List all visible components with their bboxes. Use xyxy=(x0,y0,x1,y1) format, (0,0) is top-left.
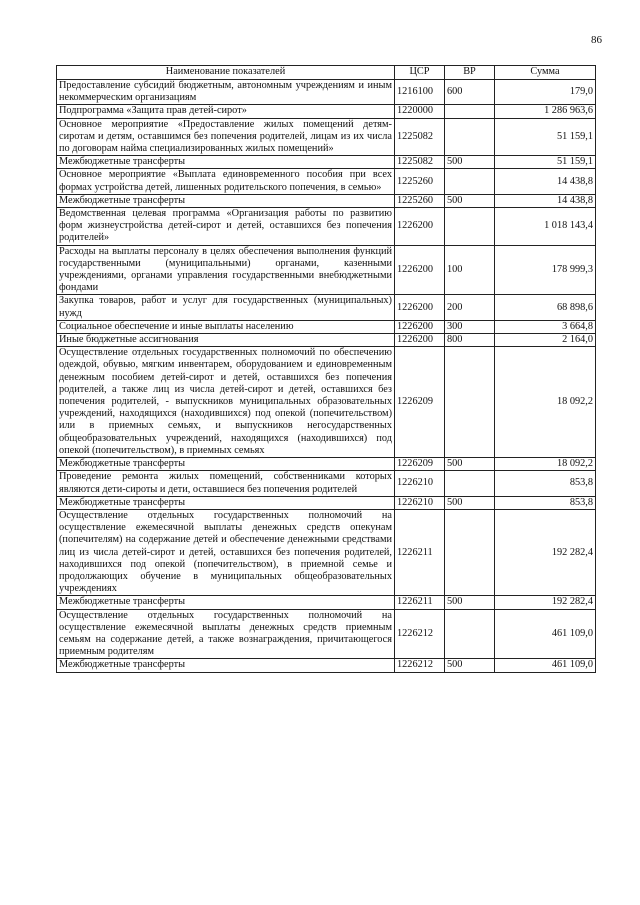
row-sum-cell: 3 664,8 xyxy=(495,320,596,333)
row-sum-cell: 14 438,8 xyxy=(495,194,596,207)
row-csr-cell: 1226212 xyxy=(395,659,445,672)
row-name-cell: Иные бюджетные ассигнования xyxy=(57,334,395,347)
table-row xyxy=(57,334,596,347)
row-name-cell: Предоставление субсидий бюджетным, автономным учреждениям и иным некоммерческим организациям xyxy=(57,80,395,105)
row-vr-cell xyxy=(445,609,495,659)
table-row xyxy=(57,169,596,194)
table-row xyxy=(57,458,596,471)
row-vr-cell xyxy=(445,208,495,246)
row-sum-cell: 18 092,2 xyxy=(495,458,596,471)
row-vr-cell: 800 xyxy=(445,334,495,347)
row-sum-cell: 178 999,3 xyxy=(495,245,596,295)
row-sum-cell: 853,8 xyxy=(495,471,596,496)
row-csr-cell: 1226200 xyxy=(395,295,445,320)
row-name-cell: Осуществление отдельных государственных полномочий на осуществление ежемесячной выплаты денежных средств приемным семьям на содержание детей, а также вознаграждения, причитающегося приемным родителям xyxy=(57,609,395,659)
header-vr: ВР xyxy=(445,66,495,80)
row-csr-cell: 1220000 xyxy=(395,105,445,118)
table-row xyxy=(57,596,596,609)
row-name-cell: Межбюджетные трансферты xyxy=(57,596,395,609)
row-sum-cell: 192 282,4 xyxy=(495,509,596,595)
row-csr-cell: 1226209 xyxy=(395,458,445,471)
header-sum: Сумма xyxy=(495,66,596,80)
row-csr-cell: 1225082 xyxy=(395,156,445,169)
row-csr-cell: 1225260 xyxy=(395,194,445,207)
row-name-cell: Межбюджетные трансферты xyxy=(57,659,395,672)
row-vr-cell: 100 xyxy=(445,245,495,295)
row-sum-cell: 179,0 xyxy=(495,80,596,105)
row-vr-cell: 300 xyxy=(445,320,495,333)
table-row xyxy=(57,295,596,320)
row-sum-cell: 68 898,6 xyxy=(495,295,596,320)
row-name-cell: Межбюджетные трансферты xyxy=(57,156,395,169)
table-row xyxy=(57,208,596,246)
row-name-cell: Основное мероприятие «Предоставление жилых помещений детям-сиротам и детям, оставшимся без попечения родителей, лицам из их числа по договорам найма специализированных жилых помещений» xyxy=(57,118,395,156)
row-sum-cell: 51 159,1 xyxy=(495,156,596,169)
row-vr-cell: 200 xyxy=(445,295,495,320)
header-name: Наименование показателей xyxy=(57,66,395,80)
table-row xyxy=(57,509,596,595)
row-sum-cell: 2 164,0 xyxy=(495,334,596,347)
row-sum-cell: 51 159,1 xyxy=(495,118,596,156)
table-row xyxy=(57,118,596,156)
row-sum-cell: 14 438,8 xyxy=(495,169,596,194)
row-csr-cell: 1226209 xyxy=(395,347,445,458)
row-sum-cell: 1 018 143,4 xyxy=(495,208,596,246)
table-row xyxy=(57,320,596,333)
row-sum-cell: 461 109,0 xyxy=(495,609,596,659)
table-row xyxy=(57,80,596,105)
row-csr-cell: 1226200 xyxy=(395,320,445,333)
row-sum-cell: 192 282,4 xyxy=(495,596,596,609)
row-csr-cell: 1226200 xyxy=(395,334,445,347)
budget-table xyxy=(56,65,596,673)
row-vr-cell xyxy=(445,509,495,595)
row-name-cell: Межбюджетные трансферты xyxy=(57,194,395,207)
row-name-cell: Межбюджетные трансферты xyxy=(57,458,395,471)
row-csr-cell: 1226211 xyxy=(395,596,445,609)
row-sum-cell: 1 286 963,6 xyxy=(495,105,596,118)
row-vr-cell xyxy=(445,471,495,496)
row-name-cell: Закупка товаров, работ и услуг для государственных (муниципальных) нужд xyxy=(57,295,395,320)
table-row xyxy=(57,245,596,295)
row-name-cell: Проведение ремонта жилых помещений, собственниками которых являются дети-сироты и дети, оставшиеся без попечения родителей xyxy=(57,471,395,496)
row-name-cell: Осуществление отдельных государственных полномочий на осуществление ежемесячной выплаты денежных средств опекунам (попечителям) на содержание детей и обеспечение денежными средствами лиц из числа детей-сирот и детей, оставшихся без попечения родителей, находившихся под опекой (попечительством), в приемной семье и продолжающих обучение в муниципальных общеобразовательных учреждениях xyxy=(57,509,395,595)
row-name-cell: Социальное обеспечение и иные выплаты населению xyxy=(57,320,395,333)
row-vr-cell: 600 xyxy=(445,80,495,105)
table-header-row xyxy=(57,66,596,80)
row-vr-cell xyxy=(445,118,495,156)
row-name-cell: Подпрограмма «Защита прав детей-сирот» xyxy=(57,105,395,118)
row-csr-cell: 1226200 xyxy=(395,208,445,246)
page-number: 86 xyxy=(591,34,602,46)
row-vr-cell xyxy=(445,105,495,118)
row-vr-cell: 500 xyxy=(445,596,495,609)
row-csr-cell: 1226210 xyxy=(395,471,445,496)
row-vr-cell: 500 xyxy=(445,156,495,169)
table-row xyxy=(57,347,596,458)
table-row xyxy=(57,105,596,118)
row-vr-cell: 500 xyxy=(445,458,495,471)
row-vr-cell xyxy=(445,169,495,194)
row-sum-cell: 461 109,0 xyxy=(495,659,596,672)
row-vr-cell: 500 xyxy=(445,496,495,509)
row-csr-cell: 1226211 xyxy=(395,509,445,595)
row-name-cell: Осуществление отдельных государственных полномочий по обеспечению одеждой, обувью, мягким инвентарем, оборудованием и единовременным денежным пособием детей-сирот и детей, оставшихся без попечения родителей, а также лиц из числа детей-сирот и детей, оставшихся без попечения родителей, - выпускников муниципальных образовательных учреждений, находящихся (находившихся) под опекой (попечительством) или в приемных семьях, и выпускников негосударственных общеобразовательных учреждений, находящихся (находившихся) под опекой (попечительством), в приемных семьях xyxy=(57,347,395,458)
header-csr: ЦСР xyxy=(395,66,445,80)
table-row xyxy=(57,194,596,207)
row-sum-cell: 853,8 xyxy=(495,496,596,509)
row-csr-cell: 1216100 xyxy=(395,80,445,105)
row-name-cell: Расходы на выплаты персоналу в целях обеспечения выполнения функций государственными (муниципальными) органами, казенными учреждениями, органами управления государственными внебюджетными фондами xyxy=(57,245,395,295)
row-csr-cell: 1225082 xyxy=(395,118,445,156)
table-row xyxy=(57,609,596,659)
row-csr-cell: 1225260 xyxy=(395,169,445,194)
table-row xyxy=(57,496,596,509)
row-csr-cell: 1226200 xyxy=(395,245,445,295)
table-row xyxy=(57,471,596,496)
row-sum-cell: 18 092,2 xyxy=(495,347,596,458)
row-vr-cell: 500 xyxy=(445,659,495,672)
row-name-cell: Ведомственная целевая программа «Организация работы по развитию форм жизнеустройства детей-сирот и детей, оставшихся без попечения родителей» xyxy=(57,208,395,246)
table-row xyxy=(57,659,596,672)
row-csr-cell: 1226212 xyxy=(395,609,445,659)
row-vr-cell: 500 xyxy=(445,194,495,207)
row-name-cell: Основное мероприятие «Выплата единовременного пособия при всех формах устройства детей, лишенных родительского попечения, в семью» xyxy=(57,169,395,194)
table-row xyxy=(57,156,596,169)
row-name-cell: Межбюджетные трансферты xyxy=(57,496,395,509)
table-body xyxy=(57,80,596,673)
row-csr-cell: 1226210 xyxy=(395,496,445,509)
row-vr-cell xyxy=(445,347,495,458)
